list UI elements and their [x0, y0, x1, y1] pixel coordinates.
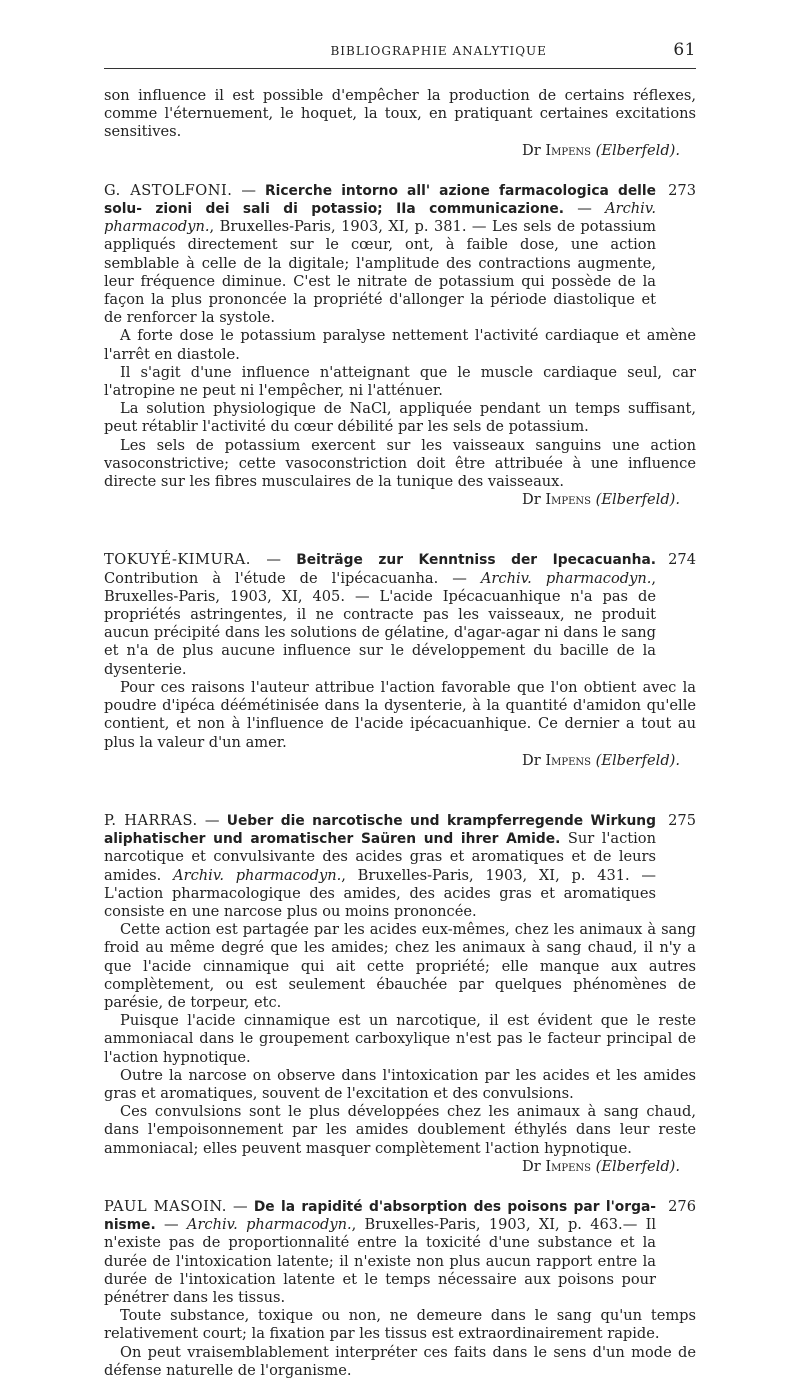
entry-title: De la rapidité d'absorption des poisons par l'orga- nisme.	[104, 1198, 656, 1234]
entry-ref: —	[155, 1216, 187, 1234]
entry-paragraph: Les sels de potassium exercent sur les vaisseaux sanguins une action vasoconstrictive; cette vasoconstriction doit être attribuée à une influence directe sur les fibres musculaires de la tunique des vaisseaux.	[104, 436, 696, 491]
sig-place: (Elberfeld).	[595, 141, 680, 159]
entry-paragraph: Outre la narcose on observe dans l'intoxication par les acides et les amides gras et aromatiques, souvent de l'excitation et des convulsions.	[104, 1066, 696, 1102]
entry-number: 275	[668, 811, 696, 829]
entry-author: G. ASTOLFONI.	[104, 181, 233, 199]
intro-paragraph: son influence il est possible d'empêcher la production de certains réflexes, comme l'éternuement, le hoquet, la toux, en pratiquant certaines excitations sensitives.	[104, 87, 696, 141]
entry-signature	[104, 1158, 696, 1176]
header-rule	[104, 68, 696, 69]
entry-paragraph: Ces convulsions sont le plus développées chez les animaux à sang chaud, dans l'empoisonnement par les amides doublement éthylés dans leur reste ammoniacal; elles peuvent masquer complètement l'action hypnotique.	[104, 1103, 696, 1157]
entry-body: , Bruxelles-Paris, 1903, XI, p. 431. — L'action pharmacologique des amides, des acides gras et aromatiques consiste en une narcose plus ou moins prononcée.	[104, 866, 657, 920]
journal-name: Archiv. pharmacodyn.	[173, 866, 342, 884]
ref-dash: —	[564, 200, 606, 218]
intro-signature	[104, 142, 696, 160]
entry-title: Beiträge zur Kenntniss der Ipecacuanha.	[296, 552, 657, 569]
entry-dash: —	[232, 181, 265, 199]
sig-name: Impens	[545, 141, 591, 159]
page	[104, 40, 696, 1380]
entry-dash: —	[197, 811, 227, 829]
journal-name: Archiv. pharmacodyn.	[104, 200, 656, 236]
sig-name: Impens	[545, 491, 591, 509]
entry-author: PAUL MASOIN.	[104, 1197, 227, 1215]
sig-name: Impens	[545, 1157, 591, 1175]
entry-paragraph: A forte dose le potassium paralyse nettement l'activité cardiaque et amène l'arrêt en diastole.	[104, 327, 696, 363]
page-number: 61	[673, 40, 696, 60]
entry-ref: Sur l'action narcotique et convulsivante des acides gras et aromatiques et de leurs amides.	[104, 830, 656, 884]
entry-body: , Bruxelles-Paris, 1903, XI, 405. — L'acide Ipécacuanhique n'a pas de propriétés astringentes, il ne contracte pas les vaisseaux, ne produit aucun précipité dans les solutions de gélatine, d'agar-agar ni dans le sang et n'a de plus aucune influence sur le développement du bacille de la dysenterie.	[104, 569, 656, 678]
entry-signature	[104, 752, 696, 770]
entry-number: 273	[668, 181, 696, 199]
journal-name: Archiv. pharmacodyn.	[480, 569, 652, 587]
sig-prefix: Dr	[522, 751, 541, 769]
sig-place: (Elberfeld).	[595, 491, 680, 509]
entry-276	[104, 1198, 696, 1380]
entry-274	[104, 551, 696, 769]
entry-dash: —	[250, 551, 297, 569]
entry-paragraph: Toute substance, toxique ou non, ne demeure dans le sang qu'un temps relativement court; la fixation par les tissus est extraordinairement rapide.	[104, 1307, 696, 1343]
sig-prefix: Dr	[522, 141, 541, 159]
entry-paragraph: Il s'agit d'une influence n'atteignant que le muscle cardiaque seul, car l'atropine ne peut ni l'empêcher, ni l'atténuer.	[104, 363, 696, 400]
entry-paragraph: Cette action est partagée par les acides eux-mêmes, chez les animaux à sang froid au même degré que les amides; chez les animaux à sang chaud, il n'y a que l'acide cinnamique qui ait cette propriété; elle manque aux autres complètement, ou est seulement ébauchée par quelques phénomènes de parésie, de torpeur, etc.	[104, 921, 696, 1011]
journal-name: Archiv. pharmacodyn.	[186, 1216, 352, 1234]
sig-prefix: Dr	[522, 491, 541, 509]
entry-paragraph: Pour ces raisons l'auteur attribue l'action favorable que l'on obtient avec la poudre d'ipéca déémétinisée dans la dysenterie, à la quantité d'amidon qu'elle contient, et non à l'influence de l'acide ipécacuanhique. Ce dernier a tout au plus la valeur d'un amer.	[104, 678, 696, 751]
entry-signature	[104, 491, 696, 509]
entry-paragraph: On peut vraisemblablement interpréter ces faits dans le sens d'un mode de défense naturelle de l'organisme.	[104, 1343, 696, 1379]
entry-ref: Contribution à l'étude de l'ipécacuanha. —	[104, 569, 481, 587]
entry-number: 276	[668, 1197, 696, 1215]
running-header	[104, 40, 696, 64]
sig-name: Impens	[545, 751, 591, 769]
entry-title: Ueber die narcotische und krampferregende Wirkung aliphatischer und aromatischer Saüren und ihrer Amide.	[104, 812, 656, 848]
entry-author: TOKUYÉ-KIMURA.	[104, 551, 251, 569]
entry-author: P. HARRAS.	[104, 811, 198, 829]
sig-place: (Elberfeld).	[595, 1157, 680, 1175]
entry-273	[104, 182, 696, 510]
sig-prefix: Dr	[522, 1157, 541, 1175]
entry-number: 274	[668, 551, 696, 569]
entry-body: , Bruxelles-Paris, 1903, XI, p. 381. — Les sels de potassium appliqués directement sur le cœur, ont, à faible dose, une action semblable à celle de la digitale; l'amplitude des contractions augmente, leur fréquence diminue. C'est le nitrate de potassium qui possède de la façon la plus prononcée la propriété d'allonger la période diastolique et de renforcer la systole.	[104, 218, 656, 327]
entry-275	[104, 812, 696, 1176]
running-title: BIBLIOGRAPHIE ANALYTIQUE	[330, 44, 547, 58]
entry-body: , Bruxelles-Paris, 1903, XI, p. 463.— Il n'existe pas de proportionnalité entre la toxicité d'une substance et la durée de l'intoxication latente; il n'existe non plus aucun rapport entre la durée de l'intoxication latente et le temps nécessaire aux poisons pour pénétrer dans les tissus.	[104, 1216, 657, 1306]
entry-paragraph: Puisque l'acide cinnamique est un narcotique, il est évident que le reste ammoniacal dans le groupement carboxylique n'est pas le facteur principal de l'action hypnotique.	[104, 1012, 696, 1066]
entry-title: Ricerche intorno all' azione farmacologica delle solu- zioni dei sali di potassio; IIa communicazione.	[104, 182, 656, 218]
entry-dash: —	[226, 1197, 254, 1215]
sig-place: (Elberfeld).	[595, 751, 680, 769]
entry-paragraph: La solution physiologique de NaCl, appliquée pendant un temps suffisant, peut rétablir l'activité du cœur débilité par les sels de potassium.	[104, 400, 696, 436]
